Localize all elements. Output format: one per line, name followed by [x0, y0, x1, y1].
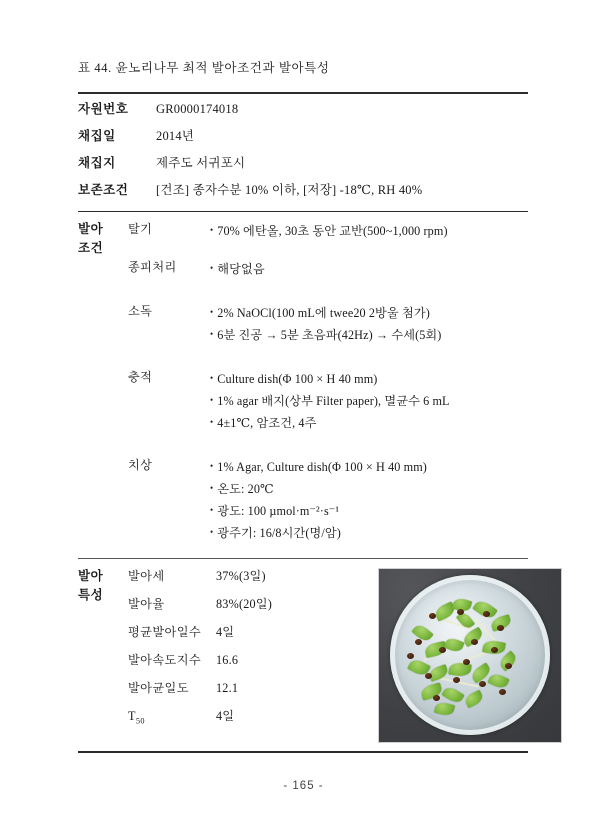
section-title-line2: 조건	[78, 240, 104, 255]
char-value: 37%(3일)	[216, 568, 266, 583]
condition-row-stratification	[128, 362, 528, 434]
condition-bullet: • 2% NaOCl(100 mL에 twee20 2방울 첨가)	[210, 302, 528, 324]
conditions-body	[128, 214, 528, 558]
seed	[491, 647, 498, 653]
condition-values	[210, 296, 528, 346]
char-label: 평균발아일수	[128, 624, 202, 639]
spacer	[128, 544, 528, 558]
characteristics-body	[128, 561, 562, 751]
condition-row-incubation	[128, 450, 528, 544]
condition-bullet: • 광주기: 16/8시간(명/암)	[210, 522, 528, 544]
condition-bullet: • 해당없음	[210, 258, 528, 280]
table-row	[128, 567, 378, 595]
condition-row-seedcoat	[128, 252, 528, 280]
spacer	[128, 280, 528, 296]
condition-values	[210, 450, 528, 544]
row-value: 2014년	[156, 128, 195, 143]
condition-label: 치상	[128, 457, 153, 472]
section-title	[78, 214, 128, 558]
row-label: 자원번호	[78, 101, 129, 116]
seed	[433, 695, 440, 701]
seed	[471, 639, 478, 645]
spacer	[128, 242, 528, 252]
row-value: 제주도 서귀포시	[156, 155, 246, 170]
condition-bullet: • 온도: 20℃	[210, 478, 528, 500]
seed	[479, 681, 486, 687]
seed	[425, 673, 432, 679]
row-label: 보존조건	[78, 182, 129, 197]
seed	[407, 653, 414, 659]
condition-label: 탈기	[128, 221, 153, 236]
characteristics-list	[128, 561, 378, 743]
seed	[497, 625, 504, 631]
photo-cell	[378, 561, 562, 743]
spacer	[128, 743, 562, 751]
seed	[483, 611, 490, 617]
condition-bullet: • 6분 진공 → 5분 초음파(42Hz) → 수세(5회)	[210, 324, 528, 346]
seed	[463, 659, 470, 665]
condition-bullet: • 70% 에탄올, 30초 동안 교반(500~1,000 rpm)	[210, 220, 528, 242]
condition-label: 소독	[128, 303, 153, 318]
seed	[499, 689, 506, 695]
row-value: [건조] 종자수분 10% 이하, [저장] -18℃, RH 40%	[156, 182, 423, 197]
table-row	[128, 651, 378, 679]
seed	[429, 613, 436, 619]
table-bottom-rule	[78, 751, 528, 753]
section-title-line2: 특성	[78, 587, 104, 602]
table-row	[128, 679, 378, 707]
page-number: - 165 -	[283, 780, 324, 792]
section-title-line1: 발아	[78, 221, 104, 236]
row-label: 채집일	[78, 128, 116, 143]
char-value: 4일	[216, 624, 235, 639]
table-row	[128, 595, 378, 623]
table-row	[78, 153, 528, 180]
char-label: 발아세	[128, 568, 165, 583]
germination-characteristics-section	[78, 559, 528, 751]
seed	[505, 663, 512, 669]
seed	[415, 639, 422, 645]
table-row	[128, 623, 378, 651]
char-label: $T_{50}$	[128, 708, 145, 726]
condition-row-degassing	[128, 214, 528, 242]
section-title	[78, 561, 128, 751]
condition-label: 충적	[128, 369, 153, 384]
petri-dish-seedlings-photo	[378, 568, 562, 743]
seed	[453, 677, 460, 683]
condition-bullet: • 1% Agar, Culture dish(Φ 100 × H 40 mm)	[210, 456, 528, 478]
condition-bullet: • 1% agar 배지(상부 Filter paper), 멸균수 6 mL	[210, 390, 528, 412]
row-label: 채집지	[78, 155, 116, 170]
condition-bullet: • 4±1℃, 암조건, 4주	[210, 412, 528, 434]
table-row	[78, 180, 528, 207]
resource-info-section	[78, 94, 528, 211]
germination-conditions-section	[78, 212, 528, 558]
char-label-subscript: 50	[135, 716, 145, 726]
seed	[457, 609, 464, 615]
table-caption: 표 44. 윤노리나무 최적 발아조건과 발아특성	[78, 61, 330, 75]
table-row	[78, 99, 528, 126]
condition-row-sterilization	[128, 296, 528, 346]
row-value: GR0000174018	[156, 101, 239, 116]
condition-label: 종피처리	[128, 259, 177, 274]
char-label: 발아율	[128, 596, 165, 611]
condition-values	[210, 214, 528, 242]
table-row	[78, 126, 528, 153]
char-value: 4일	[216, 708, 235, 723]
condition-bullet: • 광도: 100 µmol·m⁻²·s⁻¹	[210, 500, 528, 522]
char-value: 16.6	[216, 652, 239, 667]
char-value: 83%(20일)	[216, 596, 273, 611]
char-value: 12.1	[216, 680, 239, 695]
table-row	[128, 707, 378, 735]
germination-table	[78, 92, 528, 753]
petri-dish	[390, 575, 550, 735]
spacer	[128, 434, 528, 450]
condition-values	[210, 362, 528, 434]
section-title-line1: 발아	[78, 568, 104, 583]
char-label: 발아균일도	[128, 680, 189, 695]
condition-values	[210, 252, 528, 280]
spacer	[128, 346, 528, 362]
characteristics-area	[128, 561, 562, 743]
char-label: 발아속도지수	[128, 652, 202, 667]
condition-bullet: • Culture dish(Φ 100 × H 40 mm)	[210, 368, 528, 390]
seed	[439, 647, 446, 653]
